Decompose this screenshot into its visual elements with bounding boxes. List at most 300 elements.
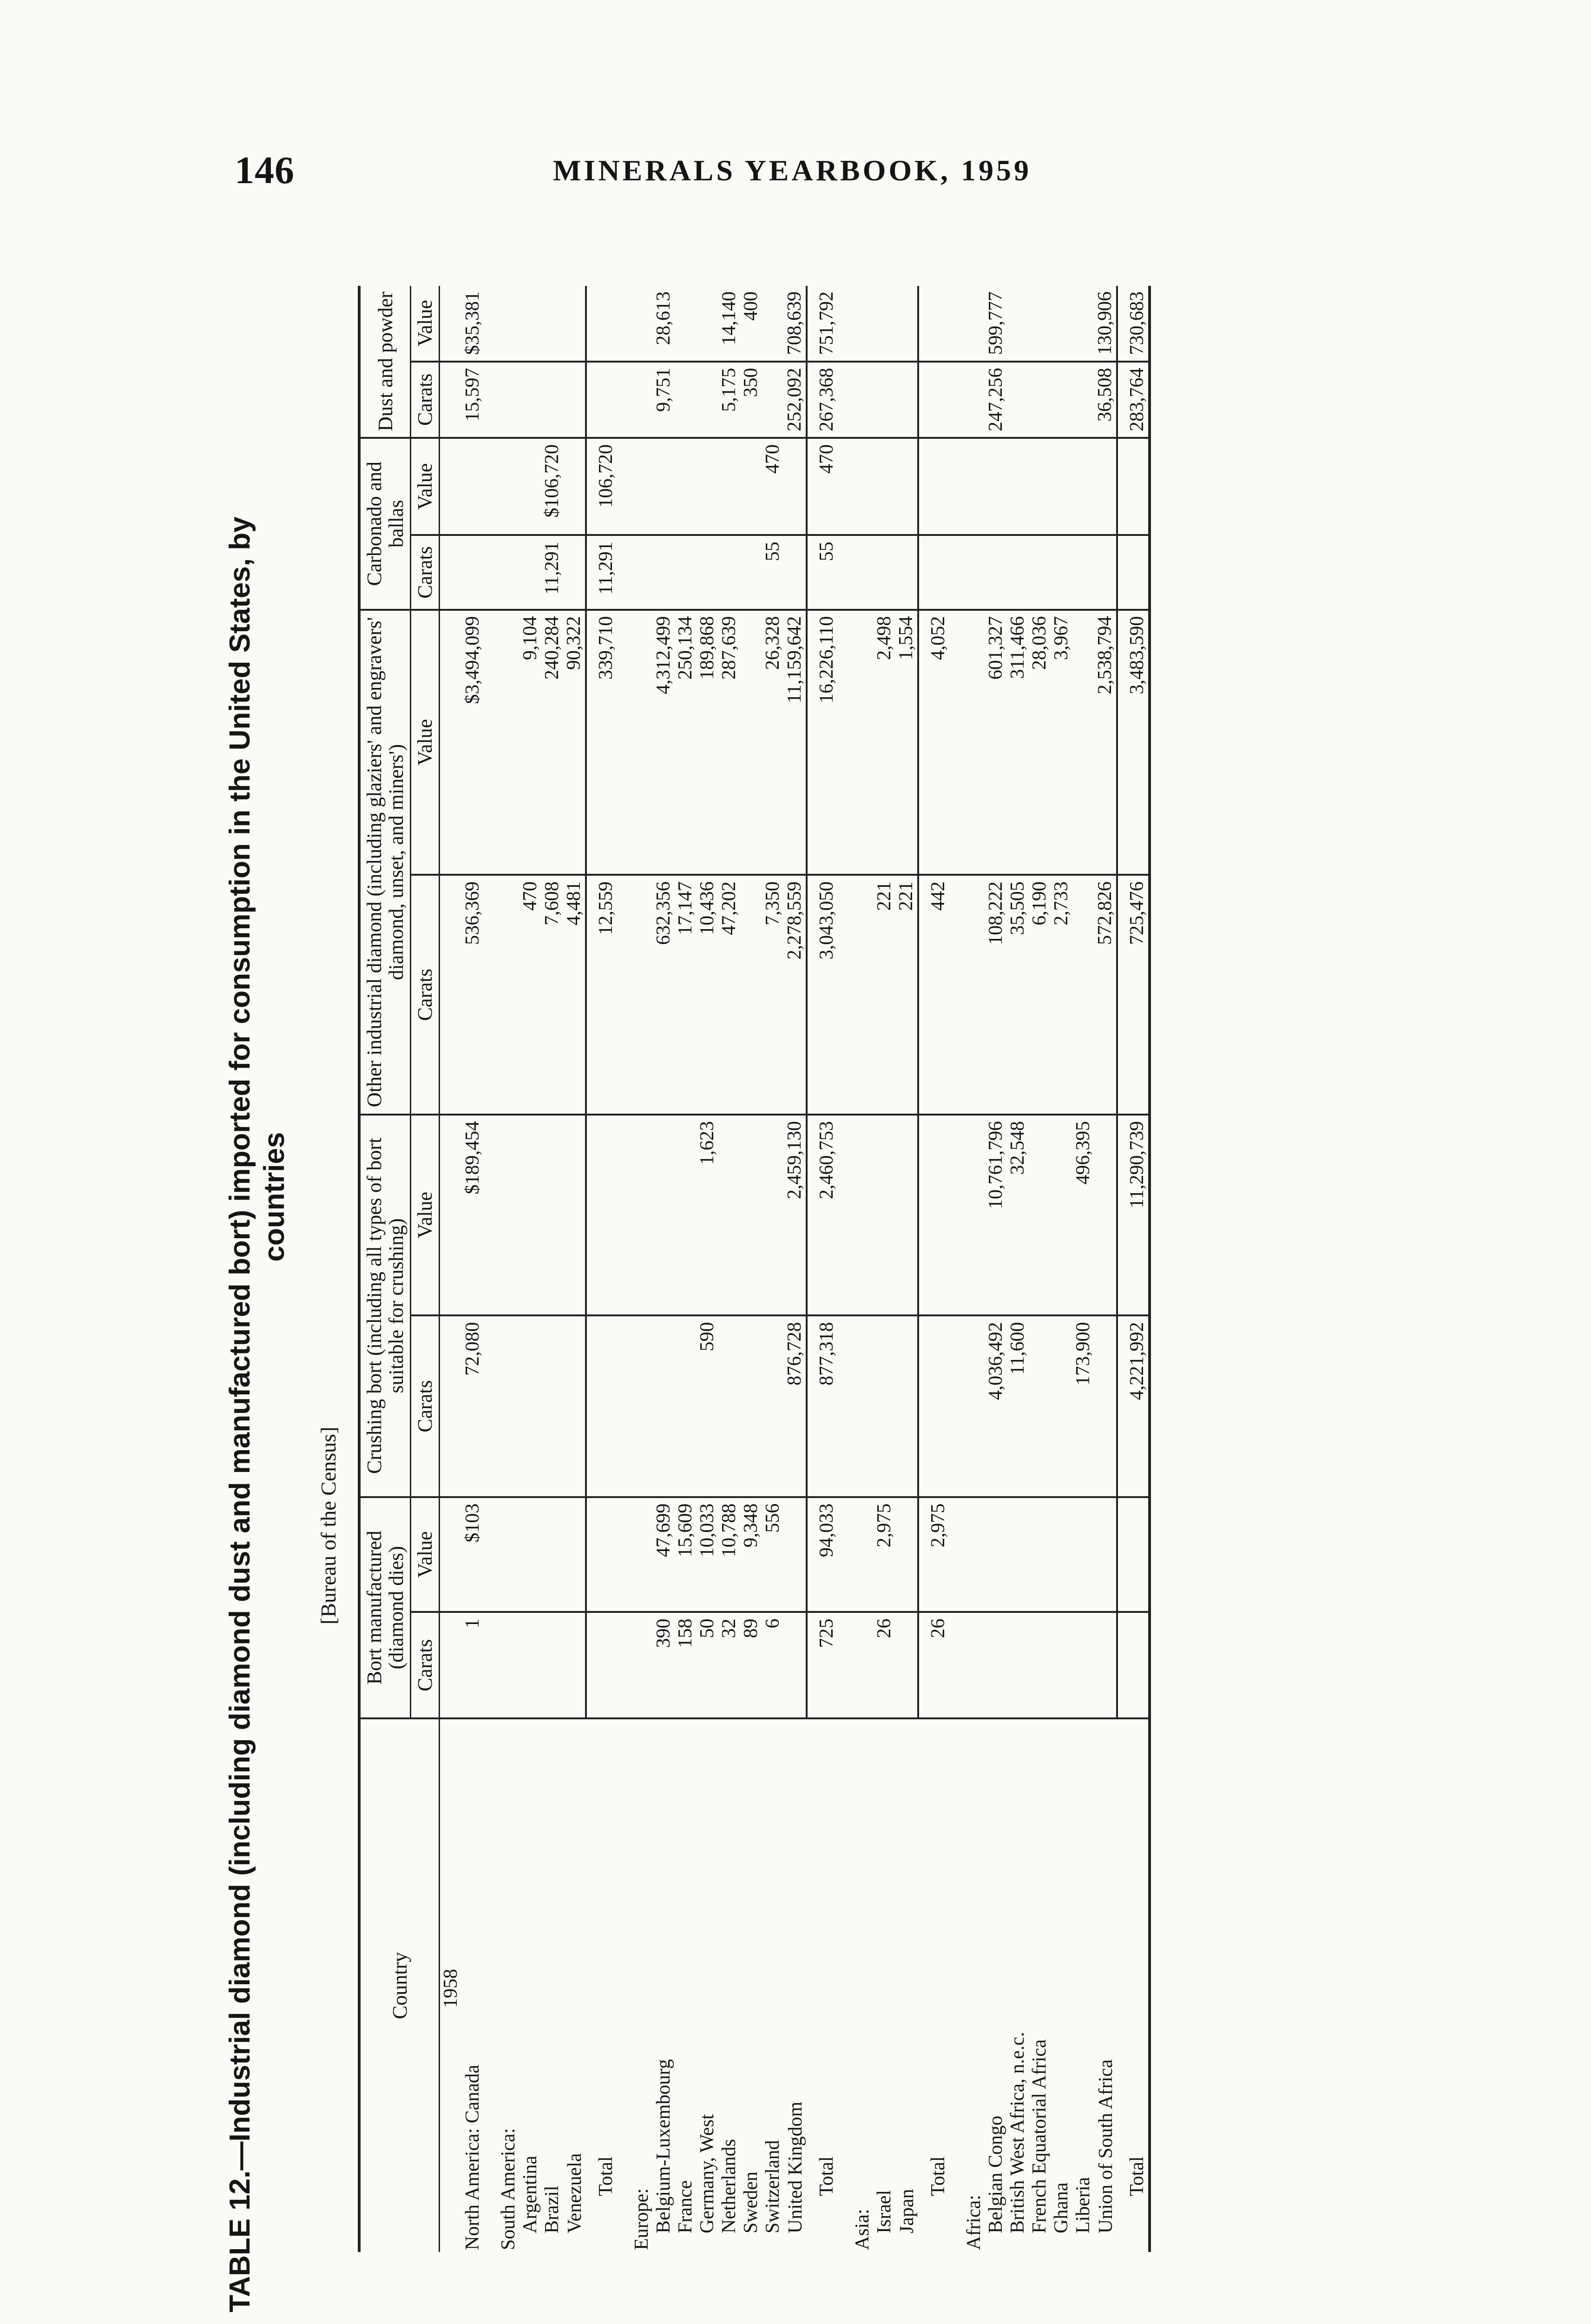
cell [963,362,985,438]
table-row [675,286,697,2252]
cell [541,1497,563,1612]
cell: 36,508 [1094,362,1117,438]
cell: 28,613 [653,286,675,362]
cell: 6,190 [1029,875,1051,1115]
cell [762,362,784,438]
header-carats: Carats [411,875,440,1115]
cell [1051,1315,1072,1497]
cell [1029,1315,1051,1497]
cell [895,1115,918,1315]
cell [1029,1612,1051,1718]
cell [586,1115,617,1315]
row-label: Netherlands [718,2139,740,2233]
cell [675,438,697,535]
cell [1094,1115,1117,1315]
table-row [895,286,918,2252]
cell: 708,639 [784,286,807,362]
cell [852,286,874,362]
cell [874,1115,895,1315]
cell: 10,033 [697,1497,718,1612]
row-label: Israel [874,2190,895,2233]
cell: 11,159,642 [784,610,807,875]
cell [586,1497,617,1612]
cell [784,1612,807,1718]
cell: 108,222 [985,875,1007,1115]
cell [462,535,484,609]
cell: 4,312,499 [653,610,675,875]
cell [918,438,949,535]
cell: 339,710 [586,610,617,875]
cell [498,1315,519,1497]
cell [697,438,718,535]
cell: 11,291 [586,535,617,609]
cell [541,1115,563,1315]
cell: 496,395 [1072,1115,1094,1315]
cell [631,1115,653,1315]
cell [963,875,985,1115]
cell [563,535,586,609]
row-label: Africa: [963,2195,985,2250]
cell [1117,1612,1150,1718]
row-label: Japan [896,2189,918,2233]
row-label: North America: Canada [462,2065,483,2250]
cell [541,362,563,438]
table-row [1094,286,1117,2252]
cell: 26 [874,1612,895,1718]
cell: 4,221,992 [1117,1315,1150,1497]
cell: 247,256 [985,362,1007,438]
table-row [519,286,541,2252]
year-label: 1958 [440,1969,461,2008]
cell [874,438,895,535]
cell [740,875,762,1115]
cell [718,438,740,535]
cell [1117,535,1150,609]
table-row [718,286,740,2252]
cell [852,535,874,609]
cell [519,1612,541,1718]
table-row [1029,286,1051,2252]
cell [874,535,895,609]
cell: 2,733 [1051,875,1072,1115]
cell: 9,348 [740,1497,762,1612]
cell: 12,559 [586,875,617,1115]
cell [784,1497,807,1612]
table-row [1051,286,1072,2252]
cell [519,1315,541,1497]
row-label: Belgium-Luxembourg [653,2059,674,2233]
header-value: Value [411,1497,440,1612]
header-carats: Carats [411,1612,440,1718]
cell [1072,875,1094,1115]
cell [519,1115,541,1315]
cell [1072,535,1094,609]
cell [498,362,519,438]
cell [852,1115,874,1315]
row-label: Union of South Africa [1095,2059,1117,2233]
cell: 158 [675,1612,697,1718]
header-crushing: Crushing bort (including all types of bort suitable for crushing) [359,1115,411,1497]
cell [918,1315,949,1497]
cell: $106,720 [541,438,563,535]
cell: 50 [697,1612,718,1718]
cell [563,438,586,535]
cell [541,1612,563,1718]
cell [1094,1315,1117,1497]
table-title-line-2: countries [258,1132,290,1262]
cell [895,1315,918,1497]
cell: 350 [740,362,762,438]
cell [852,1612,874,1718]
cell: 35,505 [1007,875,1029,1115]
cell [762,1315,784,1497]
cell [963,1315,985,1497]
cell [985,1497,1007,1612]
cell: $3,494,099 [462,610,484,875]
cell: 189,868 [697,610,718,875]
cell [498,286,519,362]
cell: 283,764 [1117,362,1150,438]
cell [1007,286,1029,362]
cell [784,535,807,609]
cell: 16,226,110 [807,610,838,875]
cell: 400 [740,286,762,362]
cell: 221 [895,875,918,1115]
cell [895,362,918,438]
cell: 15,609 [675,1497,697,1612]
row-label: Total [816,2156,837,2196]
cell [963,1497,985,1612]
cell: 572,826 [1094,875,1117,1115]
cell [963,610,985,875]
cell: $35,381 [462,286,484,362]
cell [895,1612,918,1718]
cell [718,535,740,609]
cell [541,286,563,362]
cell [852,362,874,438]
cell [1094,1497,1117,1612]
cell [1051,1497,1072,1612]
total-row [807,286,838,2252]
row-label: Asia: [852,2209,873,2250]
cell [1072,438,1094,535]
cell [586,1612,617,1718]
cell [631,875,653,1115]
row-label: South America: [498,2128,519,2250]
row-label: Belgian Congo [985,2115,1006,2233]
cell [563,1612,586,1718]
cell: 1,554 [895,610,918,875]
cell: 11,290,739 [1117,1115,1150,1315]
cell [740,610,762,875]
cell: 32,548 [1007,1115,1029,1315]
year-row [440,286,462,2252]
cell [498,1612,519,1718]
cell [519,286,541,362]
header-carats: Carats [411,1315,440,1497]
cell [874,362,895,438]
cell [498,1497,519,1612]
cell [541,1315,563,1497]
cell [895,535,918,609]
row-label: British West Africa, n.e.c. [1007,2032,1028,2233]
table-title-line-1: TABLE 12.—Industrial diamond (including diamond dust and manufactured bort) imported for consumption in the United States, by [224,516,256,2312]
cell [740,1315,762,1497]
running-head: MINERALS YEARBOOK, 1959 [553,154,1032,187]
cell [631,362,653,438]
cell: 11,291 [541,535,563,609]
table-source: [Bureau of the Census] [316,1426,340,1624]
cell: 90,322 [563,610,586,875]
cell: 632,356 [653,875,675,1115]
row-label: Switzerland [762,2140,783,2233]
row-label: Venezuela [564,2153,585,2233]
cell [718,1315,740,1497]
cell: 5,175 [718,362,740,438]
cell: 17,147 [675,875,697,1115]
cell: 89 [740,1612,762,1718]
row-label: Brazil [541,2185,563,2233]
cell: 287,639 [718,610,740,875]
cell: 2,538,794 [1094,610,1117,875]
cell [1051,535,1072,609]
cell [653,1115,675,1315]
cell: 751,792 [807,286,838,362]
row-label: Total [927,2156,949,2196]
cell: 72,080 [462,1315,484,1497]
table-row [498,286,519,2252]
row-label: Germany, West [697,2114,718,2233]
row-label: United Kingdom [785,2101,806,2233]
row-label: French Equatorial Africa [1029,2039,1050,2233]
cell [1094,438,1117,535]
cell [498,535,519,609]
cell: 14,140 [718,286,740,362]
cell: 26,328 [762,610,784,875]
cell [675,286,697,362]
cell [498,1115,519,1315]
cell: 1 [462,1612,484,1718]
cell [1007,535,1029,609]
cell [1072,362,1094,438]
row-label: Argentina [519,2155,541,2233]
spacer-row [484,286,498,2252]
header-value: Value [411,1115,440,1315]
cell [519,1497,541,1612]
header-carats: Carats [411,535,440,609]
table-row [963,286,985,2252]
cell [852,438,874,535]
cell [963,438,985,535]
cell [1117,1497,1150,1612]
cell [1029,1115,1051,1315]
cell [653,1315,675,1497]
cell [1051,438,1072,535]
cell: 877,318 [807,1315,838,1497]
header-bort: Bort manufactured (diamond dies) [359,1497,411,1718]
row-label: Ghana [1051,2182,1072,2233]
cell [963,286,985,362]
cell [1007,1612,1029,1718]
cell [631,1612,653,1718]
cell: 15,597 [462,362,484,438]
cell [519,438,541,535]
cell: 390 [653,1612,675,1718]
cell [852,610,874,875]
cell [762,1115,784,1315]
cell [697,286,718,362]
cell [563,1315,586,1497]
cell: 28,036 [1029,610,1051,875]
spacer-row [838,286,852,2252]
cell: $103 [462,1497,484,1612]
cell: 250,134 [675,610,697,875]
cell [895,438,918,535]
cell: 173,900 [1072,1315,1094,1497]
header-carbonado: Carbonado and ballas [359,438,411,610]
cell [462,438,484,535]
table-row [563,286,586,2252]
cell [653,438,675,535]
cell [498,875,519,1115]
header-other: Other industrial diamond (including glaziers' and engravers' diamond, unset, and miners') [359,610,411,1115]
cell [718,1115,740,1315]
table-row [784,286,807,2252]
cell [675,535,697,609]
header-carats: Carats [411,362,440,438]
cell [1029,438,1051,535]
cell [1072,1497,1094,1612]
cell: 311,466 [1007,610,1029,875]
cell: 2,975 [874,1497,895,1612]
cell: 1,623 [697,1115,718,1315]
row-label: France [675,2180,696,2233]
cell [985,1612,1007,1718]
cell [918,286,949,362]
cell [1029,535,1051,609]
cell: 240,284 [541,610,563,875]
cell [586,362,617,438]
cell: 130,906 [1094,286,1117,362]
cell: 730,683 [1117,286,1150,362]
cell [1007,362,1029,438]
cell [1051,1612,1072,1718]
cell: 55 [807,535,838,609]
cell [563,1115,586,1315]
cell [586,286,617,362]
table-row [762,286,784,2252]
cell [1094,1612,1117,1718]
cell: 221 [874,875,895,1115]
cell: 47,202 [718,875,740,1115]
row-label: Total [595,2156,617,2196]
table-row [740,286,762,2252]
cell [1072,610,1094,875]
cell [519,535,541,609]
row-label: Total [1117,1718,1150,2252]
cell [697,362,718,438]
cell: 7,608 [541,875,563,1115]
table-row [631,286,653,2252]
cell: 536,369 [462,875,484,1115]
cell [1051,1115,1072,1315]
total-row [586,286,617,2252]
table-row [852,286,874,2252]
cell: 725 [807,1612,838,1718]
rotated-table-region [218,221,1334,2312]
spacer-row [949,286,963,2252]
cell: 601,327 [985,610,1007,875]
cell: 3,043,050 [807,875,838,1115]
cell [963,1115,985,1315]
cell [762,286,784,362]
cell: 9,751 [653,362,675,438]
cell: 32 [718,1612,740,1718]
table-row [1072,286,1094,2252]
table-title [223,221,292,2312]
cell: 252,092 [784,362,807,438]
cell [895,1497,918,1612]
cell [563,362,586,438]
cell [1051,286,1072,362]
cell: 10,788 [718,1497,740,1612]
cell [675,1115,697,1315]
cell: 876,728 [784,1315,807,1497]
cell [631,535,653,609]
cell [1029,362,1051,438]
cell: 26 [918,1612,949,1718]
cell [918,362,949,438]
cell [519,362,541,438]
cell [874,286,895,362]
cell [498,438,519,535]
table-row [541,286,563,2252]
cell [1117,438,1150,535]
cell [1007,1497,1029,1612]
cell: 590 [697,1315,718,1497]
cell [1007,438,1029,535]
total-row [918,286,949,2252]
cell [563,286,586,362]
cell [586,1315,617,1497]
cell [631,286,653,362]
cell [1029,1497,1051,1612]
cell: 267,368 [807,362,838,438]
cell: 725,476 [1117,875,1150,1115]
cell [1029,286,1051,362]
cell: 55 [762,535,784,609]
header-dust: Dust and powder [359,286,411,438]
header-value: Value [411,438,440,535]
cell: 2,278,559 [784,875,807,1115]
cell [675,362,697,438]
row-label: Sweden [740,2172,762,2233]
page-number: 146 [235,149,295,192]
cell: 106,720 [586,438,617,535]
cell: 6 [762,1612,784,1718]
cell [740,535,762,609]
cell: 9,104 [519,610,541,875]
import-table [358,286,1151,2252]
header-value: Value [411,610,440,875]
header-value: Value [411,286,440,362]
cell [985,535,1007,609]
cell [918,1115,949,1315]
cell [1072,286,1094,362]
cell [740,438,762,535]
cell: 556 [762,1497,784,1612]
cell [895,286,918,362]
